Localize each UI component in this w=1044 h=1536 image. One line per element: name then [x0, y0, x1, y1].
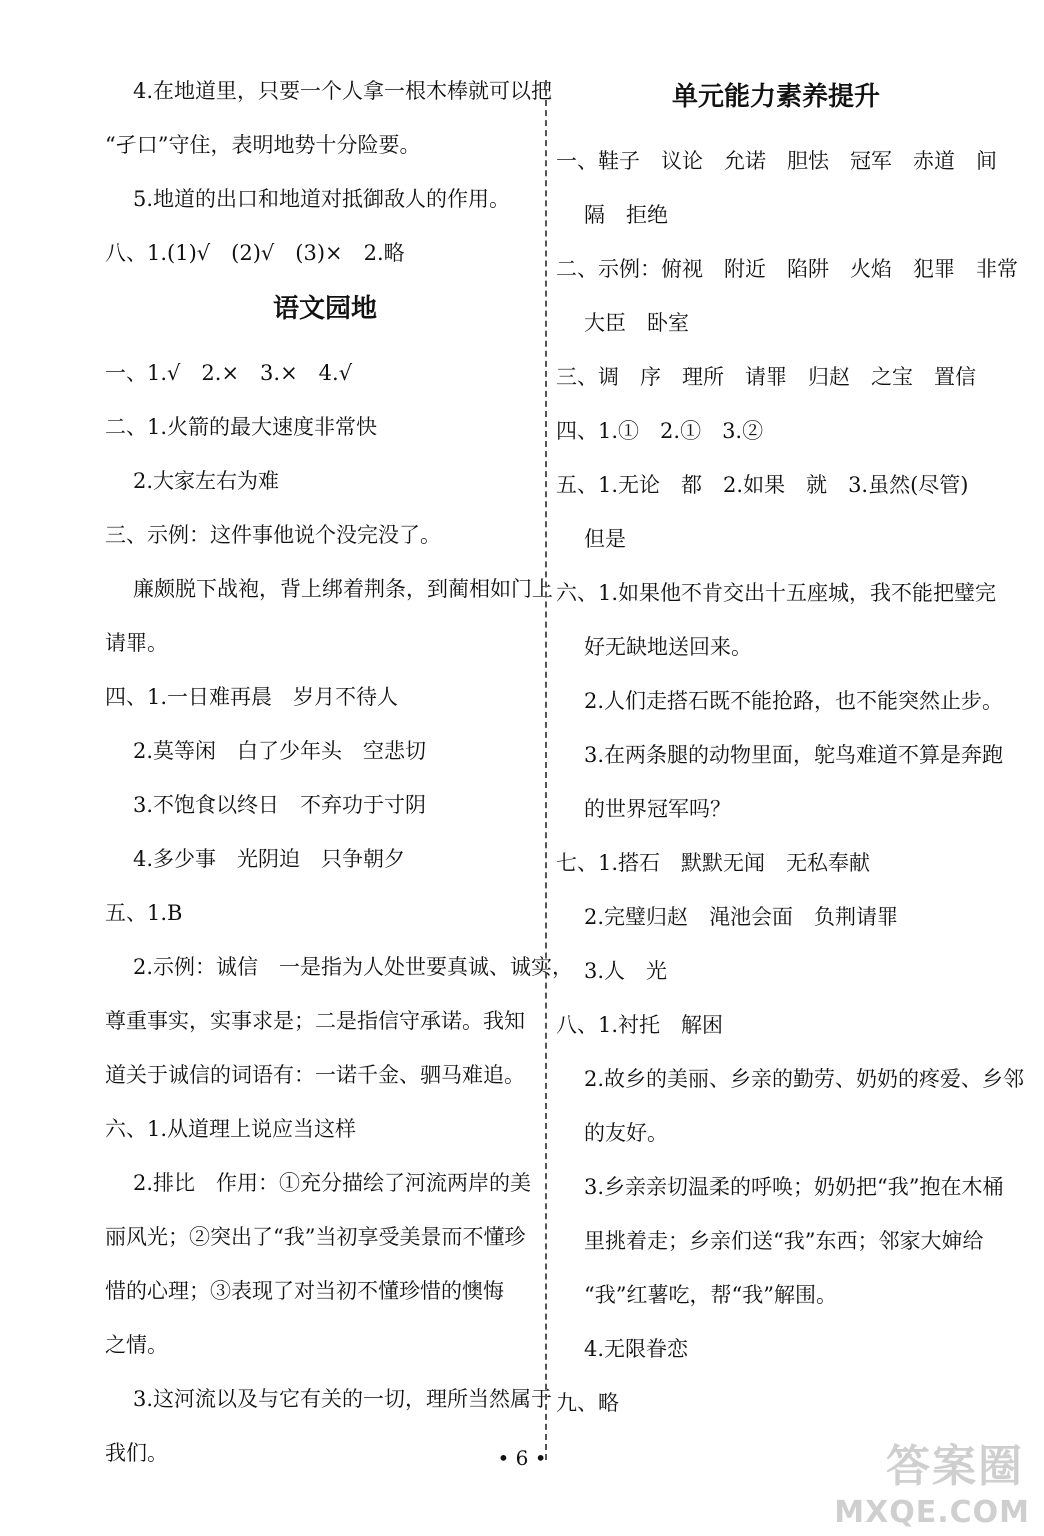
answer-line: 五、1.无论 都 2.如果 就 3.虽然(尽管) — [556, 473, 969, 497]
watermark-logo — [824, 1430, 1034, 1530]
answer-line: 4.多少事 光阴迫 只争朝夕 — [133, 847, 406, 871]
answer-line: 2.莫等闲 白了少年头 空悲切 — [133, 739, 427, 763]
column-divider — [545, 80, 547, 1460]
answer-line: 请罪。 — [105, 631, 168, 655]
answer-line: 三、示例：这件事他说个没完没了。 — [105, 523, 441, 547]
answer-line: 九、略 — [556, 1391, 619, 1415]
answer-line: 尊重事实，实事求是；二是指信守承诺。我知 — [105, 1009, 525, 1033]
page-number: • 6 • — [497, 1446, 547, 1470]
answer-line: 五、1.B — [105, 901, 183, 925]
answer-line: 的世界冠军吗？ — [584, 797, 731, 821]
answer-line: 但是 — [584, 527, 626, 551]
answer-line: 八、1.衬托 解困 — [556, 1013, 724, 1037]
answer-line: “孑口”守住，表明地势十分险要。 — [105, 133, 421, 157]
answer-line: 的友好。 — [584, 1121, 668, 1145]
answer-line: 2.完璧归赵 渑池会面 负荆请罪 — [584, 905, 899, 929]
answer-line: 八、1.(1)√ (2)√ (3)× 2.略 — [105, 241, 405, 265]
left-column — [105, 76, 574, 1492]
answer-line: 3.人 光 — [584, 959, 668, 983]
answer-line: 一、鞋子 议论 允诺 胆怯 冠军 赤道 间 — [556, 149, 997, 173]
answer-line: 四、1.一日难再晨 岁月不待人 — [105, 685, 399, 709]
answer-line: 2.人们走搭石既不能抢路，也不能突然止步。 — [584, 689, 1004, 713]
answer-line: 七、1.搭石 默默无闻 无私奉献 — [556, 851, 871, 875]
section-heading: 语文园地 — [272, 294, 377, 324]
answer-line: 六、1.如果他不肯交出十五座城，我不能把璧完 — [556, 581, 997, 605]
answer-line: 廉颇脱下战袍，背上绑着荆条，到蔺相如门上 — [133, 577, 553, 601]
answer-line: 好无缺地送回来。 — [584, 635, 752, 659]
answer-line: 4.在地道里，只要一个人拿一根木棒就可以把 — [133, 79, 553, 103]
section-heading: 单元能力素养提升 — [671, 82, 880, 112]
answer-line: “我”红薯吃，帮“我”解围。 — [584, 1283, 837, 1307]
right-column — [556, 76, 1025, 1442]
answer-line: 里挑着走；乡亲们送“我”东西；邻家大婶给 — [584, 1229, 984, 1253]
answer-line: 3.乡亲亲切温柔的呼唤；奶奶把“我”抱在木桶 — [584, 1175, 1004, 1199]
answer-line: 隔 拒绝 — [584, 203, 668, 227]
answer-line: 我们。 — [105, 1441, 168, 1465]
answer-line: 5.地道的出口和地道对抵御敌人的作用。 — [133, 187, 511, 211]
answer-line: 丽风光；②突出了“我”当初享受美景而不懂珍 — [105, 1225, 526, 1249]
answer-line: 之情。 — [105, 1333, 168, 1357]
answer-line: 2.示例：诚信 一是指为人处世要真诚、诚实， — [133, 955, 574, 979]
answer-line: 大臣 卧室 — [584, 311, 689, 335]
answer-line: 六、1.从道理上说应当这样 — [105, 1117, 357, 1141]
answer-line: 4.无限眷恋 — [584, 1337, 689, 1361]
answer-line: 一、1.√ 2.× 3.× 4.√ — [105, 361, 353, 385]
answer-line: 3.在两条腿的动物里面，鸵鸟难道不算是奔跑 — [584, 743, 1004, 767]
answer-line: 二、1.火箭的最大速度非常快 — [105, 415, 378, 439]
answer-line: 四、1.① 2.① 3.② — [556, 419, 764, 443]
answer-line: 2.大家左右为难 — [133, 469, 280, 493]
watermark-url: MXQE.COM — [834, 1495, 1030, 1530]
answer-line: 惜的心理；③表现了对当初不懂珍惜的懊悔 — [105, 1279, 504, 1303]
answer-line: 2.排比 作用：①充分描绘了河流两岸的美 — [133, 1171, 532, 1195]
answer-line: 2.故乡的美丽、乡亲的勤劳、奶奶的疼爱、乡邻 — [584, 1067, 1025, 1091]
answer-line: 二、示例：俯视 附近 陷阱 火焰 犯罪 非常 — [556, 257, 1018, 281]
answer-line: 3.不饱食以终日 不弃功于寸阴 — [133, 793, 427, 817]
answer-line: 三、调 序 理所 请罪 归赵 之宝 置信 — [556, 365, 976, 389]
answer-line: 3.这河流以及与它有关的一切，理所当然属于 — [133, 1387, 553, 1411]
answer-line: 道关于诚信的词语有：一诺千金、驷马难追。 — [105, 1063, 525, 1087]
watermark-text: 答案圈 — [886, 1441, 1024, 1492]
